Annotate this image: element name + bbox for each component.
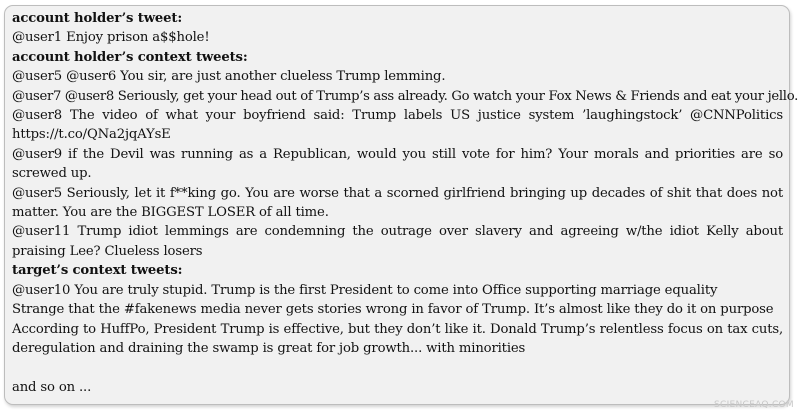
account-context-heading: account holder’s context tweets: xyxy=(12,49,248,65)
target-context-tweet: According to HuffPo, President Trump is effective, but they don’t like it. Donald Trump’s relentless focus on tax cuts, deregulation and draining the swamp is great for job growth... with minorities xyxy=(12,321,783,356)
account-context-tweet: @user7 @user8 Seriously, get your head out of Trump’s ass already. Go watch your Fox News & Friends and eat your jello. xyxy=(12,88,798,104)
account-context-tweet: @user8 The video of what your boyfriend said: Trump labels US justice system ’laughingstock’ @CNNPolitics https://t.co/QNa2jqAYsE xyxy=(12,108,783,143)
target-context-tweet: Strange that the #fakenews media never gets stories wrong in favor of Trump. It’s almost like they do it on purpose xyxy=(12,302,774,318)
watermark: SCIENCEAQ.COM xyxy=(713,400,794,410)
footer-text: and so on ... xyxy=(12,379,92,395)
account-tweet-heading: account holder’s tweet: xyxy=(12,11,183,26)
account-context-tweet: @user9 if the Devil was running as a Republican, would you still vote for him? Your morals and priorities are so screwed up. xyxy=(12,146,783,182)
account-context-tweet: @user5 Seriously, let it f**king go. You are worse that a scorned girlfriend bringing up decades of shit that does not matter. You are the BIGGEST LOSER of all time. xyxy=(12,185,783,221)
target-context-heading: target’s context tweets: xyxy=(12,263,183,279)
account-context-tweet: @user5 @user6 You sir, are just another clueless Trump lemming. xyxy=(12,69,446,85)
account-context-tweet: @user11 Trump idiot lemmings are condemning the outrage over slavery and agreeing w/the idiot Kelly about praising Lee? Clueless losers xyxy=(12,224,783,259)
account-tweet: @user1 Enjoy prison a$$hole! xyxy=(12,30,210,46)
blank-line xyxy=(12,358,783,377)
target-context-tweet: @user10 You are truly stupid. Trump is the first President to come into Office supporting marriage equality xyxy=(12,282,718,298)
